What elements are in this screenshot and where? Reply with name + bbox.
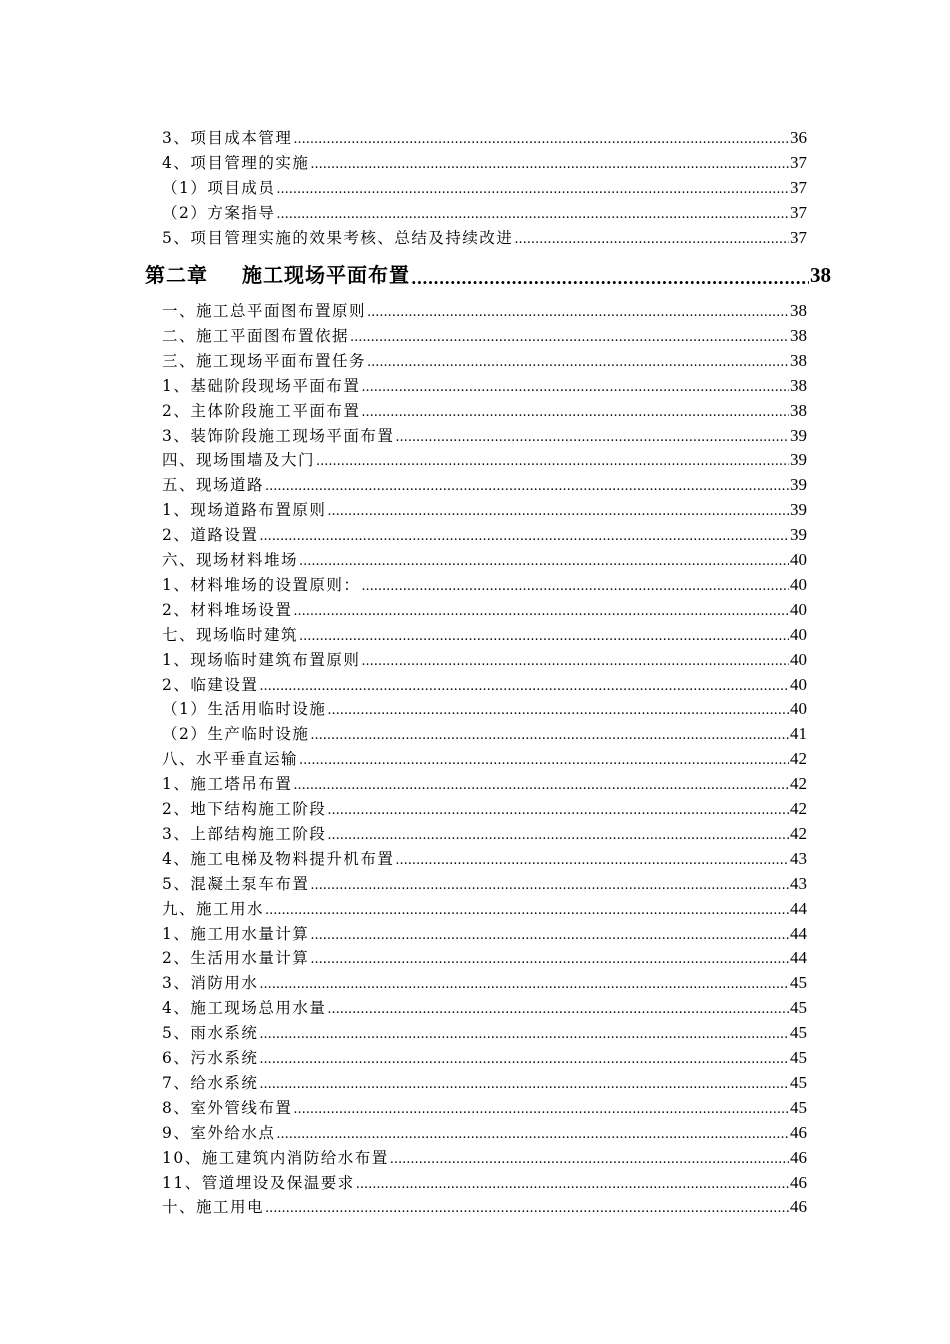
toc-page-number: 36 <box>790 128 807 147</box>
toc-entry-title: 3、装饰阶段施工现场平面布置 <box>162 427 395 445</box>
toc-entry-title: 1、材料堆场的设置原则： <box>162 576 361 594</box>
toc-dot-leader <box>259 1048 789 1068</box>
toc-dot-leader <box>395 426 789 446</box>
toc-entry[interactable] <box>162 203 807 223</box>
toc-dot-leader <box>259 1073 789 1093</box>
toc-entry[interactable] <box>162 1098 807 1118</box>
toc-page-number: 37 <box>790 153 807 172</box>
toc-dot-leader <box>299 625 789 645</box>
toc-entry[interactable] <box>162 1123 807 1143</box>
toc-entry-title: 2、材料堆场设置 <box>162 601 293 619</box>
toc-dot-leader <box>327 699 789 719</box>
toc-page-number: 45 <box>790 1098 807 1117</box>
toc-entry-title: 7、给水系统 <box>162 1074 259 1092</box>
toc-entry-title: 一、施工总平面图布置原则 <box>162 302 367 320</box>
toc-page-number: 45 <box>790 1073 807 1092</box>
toc-entry[interactable] <box>162 874 807 894</box>
toc-dot-leader <box>276 1123 789 1143</box>
toc-entry[interactable] <box>162 675 807 695</box>
toc-dot-leader <box>327 799 789 819</box>
toc-page-number: 45 <box>790 1023 807 1042</box>
toc-dot-leader <box>356 1173 789 1193</box>
toc-page-number: 46 <box>790 1123 807 1142</box>
toc-dot-leader <box>395 849 789 869</box>
toc-dot-leader <box>361 575 789 595</box>
toc-entry-title: （2）生产临时设施 <box>162 725 310 743</box>
toc-page-number: 42 <box>790 824 807 843</box>
toc-entry-title: 1、现场临时建筑布置原则 <box>162 651 361 669</box>
toc-entry-title: 5、混凝土泵车布置 <box>162 875 310 893</box>
toc-entry[interactable] <box>162 799 807 819</box>
toc-entry[interactable] <box>162 973 807 993</box>
toc-dot-leader <box>299 550 789 570</box>
toc-page-number: 44 <box>790 899 807 918</box>
toc-page-number: 37 <box>790 178 807 197</box>
toc-entry-title: 1、施工塔吊布置 <box>162 775 293 793</box>
toc-page-number: 40 <box>790 550 807 569</box>
toc-entry-title: 3、消防用水 <box>162 974 259 992</box>
toc-entry[interactable] <box>162 1023 807 1043</box>
toc-entry-title: 4、施工电梯及物料提升机布置 <box>162 850 395 868</box>
toc-entry-title: 4、项目管理的实施 <box>162 154 310 172</box>
toc-entry[interactable] <box>162 1148 807 1168</box>
toc-entry[interactable] <box>162 178 807 198</box>
toc-dot-leader <box>367 301 789 321</box>
toc-page-number: 46 <box>790 1197 807 1216</box>
toc-entry[interactable] <box>162 525 807 545</box>
toc-entry-title: 1、施工用水量计算 <box>162 925 310 943</box>
toc-page-number: 46 <box>790 1173 807 1192</box>
toc-entry-title: 11、管道埋设及保温要求 <box>162 1174 355 1192</box>
toc-entry-title: （2）方案指导 <box>162 204 276 222</box>
toc-entry[interactable] <box>162 450 807 470</box>
toc-page-number: 38 <box>790 326 807 345</box>
toc-page-number: 40 <box>790 650 807 669</box>
toc-entry-title: 八、水平垂直运输 <box>162 750 299 768</box>
toc-dot-leader <box>259 973 789 993</box>
toc-entry-title: 四、现场围墙及大门 <box>162 451 316 469</box>
toc-dot-leader <box>310 153 789 173</box>
toc-entry-title: 4、施工现场总用水量 <box>162 999 327 1017</box>
toc-page-number: 38 <box>790 301 807 320</box>
toc-dot-leader <box>316 450 789 470</box>
toc-dot-leader <box>411 262 809 288</box>
toc-entry[interactable] <box>162 376 807 396</box>
toc-entry-title: 3、上部结构施工阶段 <box>162 825 327 843</box>
toc-entry[interactable] <box>162 301 807 321</box>
toc-page-number: 40 <box>790 625 807 644</box>
toc-entry[interactable] <box>162 326 807 346</box>
toc-entry-title: 2、地下结构施工阶段 <box>162 800 327 818</box>
toc-dot-leader <box>293 128 789 148</box>
toc-dot-leader <box>310 874 789 894</box>
toc-dot-leader <box>327 824 789 844</box>
toc-dot-leader <box>361 376 789 396</box>
toc-entry-title: 五、现场道路 <box>162 476 265 494</box>
toc-page-number: 38 <box>790 351 807 370</box>
toc-page-number: 42 <box>790 799 807 818</box>
toc-dot-leader <box>265 1197 789 1217</box>
toc-entry-title: 2、主体阶段施工平面布置 <box>162 402 361 420</box>
toc-entry-title: 二、施工平面图布置依据 <box>162 327 350 345</box>
toc-entry[interactable] <box>162 475 807 495</box>
toc-entry-title: 三、施工现场平面布置任务 <box>162 352 367 370</box>
toc-page-number: 45 <box>790 973 807 992</box>
toc-entry-title: 10、施工建筑内消防给水布置 <box>162 1149 389 1167</box>
toc-dot-leader <box>265 475 789 495</box>
toc-entry[interactable] <box>162 153 807 173</box>
toc-entry-title: （1）项目成员 <box>162 179 276 197</box>
toc-page-number: 39 <box>790 475 807 494</box>
toc-chapter-heading[interactable] <box>145 262 831 288</box>
toc-entry-title: 2、临建设置 <box>162 676 259 694</box>
toc-entry[interactable] <box>162 650 807 670</box>
toc-entry[interactable] <box>162 575 807 595</box>
toc-entry[interactable] <box>162 1073 807 1093</box>
toc-entry-title: 8、室外管线布置 <box>162 1099 293 1117</box>
toc-page-number: 40 <box>790 600 807 619</box>
toc-entry-title: 六、现场材料堆场 <box>162 551 299 569</box>
toc-dot-leader <box>361 401 789 421</box>
toc-entry[interactable] <box>162 1048 807 1068</box>
toc-page-number: 44 <box>790 924 807 943</box>
toc-dot-leader <box>293 600 789 620</box>
toc-entry[interactable] <box>162 849 807 869</box>
toc-entry-title: 6、污水系统 <box>162 1049 259 1067</box>
toc-page-number: 43 <box>790 874 807 893</box>
toc-page-number: 43 <box>790 849 807 868</box>
chapter-page-number: 38 <box>810 263 831 287</box>
toc-page-number: 38 <box>790 376 807 395</box>
toc-entry-title: 十、施工用电 <box>162 1198 265 1216</box>
toc-dot-leader <box>310 924 789 944</box>
toc-entry[interactable] <box>162 724 807 744</box>
toc-entry[interactable] <box>162 228 807 248</box>
toc-dot-leader <box>276 203 789 223</box>
toc-entry[interactable] <box>162 351 807 371</box>
toc-dot-leader <box>276 178 789 198</box>
toc-dot-leader <box>327 500 789 520</box>
toc-page-number: 39 <box>790 525 807 544</box>
toc-dot-leader <box>367 351 789 371</box>
toc-dot-leader <box>327 998 789 1018</box>
toc-page-number: 45 <box>790 1048 807 1067</box>
toc-page-number: 41 <box>790 724 807 743</box>
toc-entry[interactable] <box>162 749 807 769</box>
toc-entry-title: 九、施工用水 <box>162 900 265 918</box>
toc-entry[interactable] <box>162 899 807 919</box>
toc-page-number: 39 <box>790 450 807 469</box>
toc-page-number: 42 <box>790 774 807 793</box>
toc-entry-title: 1、基础阶段现场平面布置 <box>162 377 361 395</box>
toc-entry-title: 5、雨水系统 <box>162 1024 259 1042</box>
toc-entry[interactable] <box>162 401 807 421</box>
toc-dot-leader <box>514 228 789 248</box>
toc-dot-leader <box>350 326 789 346</box>
toc-entry-title: 2、道路设置 <box>162 526 259 544</box>
toc-entry[interactable] <box>162 128 807 148</box>
toc-dot-leader <box>259 1023 789 1043</box>
toc-page-number: 39 <box>790 500 807 519</box>
toc-entry[interactable] <box>162 625 807 645</box>
toc-entry[interactable] <box>162 774 807 794</box>
toc-dot-leader <box>259 675 789 695</box>
toc-dot-leader <box>310 724 789 744</box>
toc-page-number: 42 <box>790 749 807 768</box>
toc-entry[interactable] <box>162 824 807 844</box>
chapter-title: 施工现场平面布置 <box>242 263 410 287</box>
toc-page-number: 40 <box>790 675 807 694</box>
toc-entry[interactable] <box>162 550 807 570</box>
toc-page-number: 44 <box>790 948 807 967</box>
toc-dot-leader <box>259 525 789 545</box>
toc-page-number: 46 <box>790 1148 807 1167</box>
toc-entry[interactable] <box>162 699 807 719</box>
toc-entry-title: 2、生活用水量计算 <box>162 949 310 967</box>
toc-entry[interactable] <box>162 998 807 1018</box>
toc-entry-title: 1、现场道路布置原则 <box>162 501 327 519</box>
toc-dot-leader <box>361 650 789 670</box>
toc-page-number: 45 <box>790 998 807 1017</box>
chapter-number: 第二章 <box>145 263 208 287</box>
toc-dot-leader <box>293 774 789 794</box>
toc-page-number: 39 <box>790 426 807 445</box>
toc-dot-leader <box>293 1098 789 1118</box>
toc-page-number: 37 <box>790 228 807 247</box>
toc-dot-leader <box>299 749 789 769</box>
toc-entry-title: 9、室外给水点 <box>162 1124 276 1142</box>
toc-dot-leader <box>390 1148 789 1168</box>
toc-dot-leader <box>310 948 789 968</box>
toc-entry[interactable] <box>162 1197 807 1217</box>
toc-entry[interactable] <box>162 924 807 944</box>
toc-dot-leader <box>265 899 789 919</box>
toc-entry-title: 5、项目管理实施的效果考核、总结及持续改进 <box>162 229 514 247</box>
toc-entry-title: 3、项目成本管理 <box>162 129 293 147</box>
toc-entry[interactable] <box>162 1173 807 1193</box>
toc-entry[interactable] <box>162 948 807 968</box>
toc-entry-title: 七、现场临时建筑 <box>162 626 299 644</box>
toc-page-number: 37 <box>790 203 807 222</box>
toc-entry[interactable] <box>162 500 807 520</box>
toc-entry[interactable] <box>162 426 807 446</box>
toc-page-number: 40 <box>790 699 807 718</box>
toc-page-number: 38 <box>790 401 807 420</box>
toc-entry[interactable] <box>162 600 807 620</box>
toc-entry-title: （1）生活用临时设施 <box>162 700 327 718</box>
toc-page-number: 40 <box>790 575 807 594</box>
